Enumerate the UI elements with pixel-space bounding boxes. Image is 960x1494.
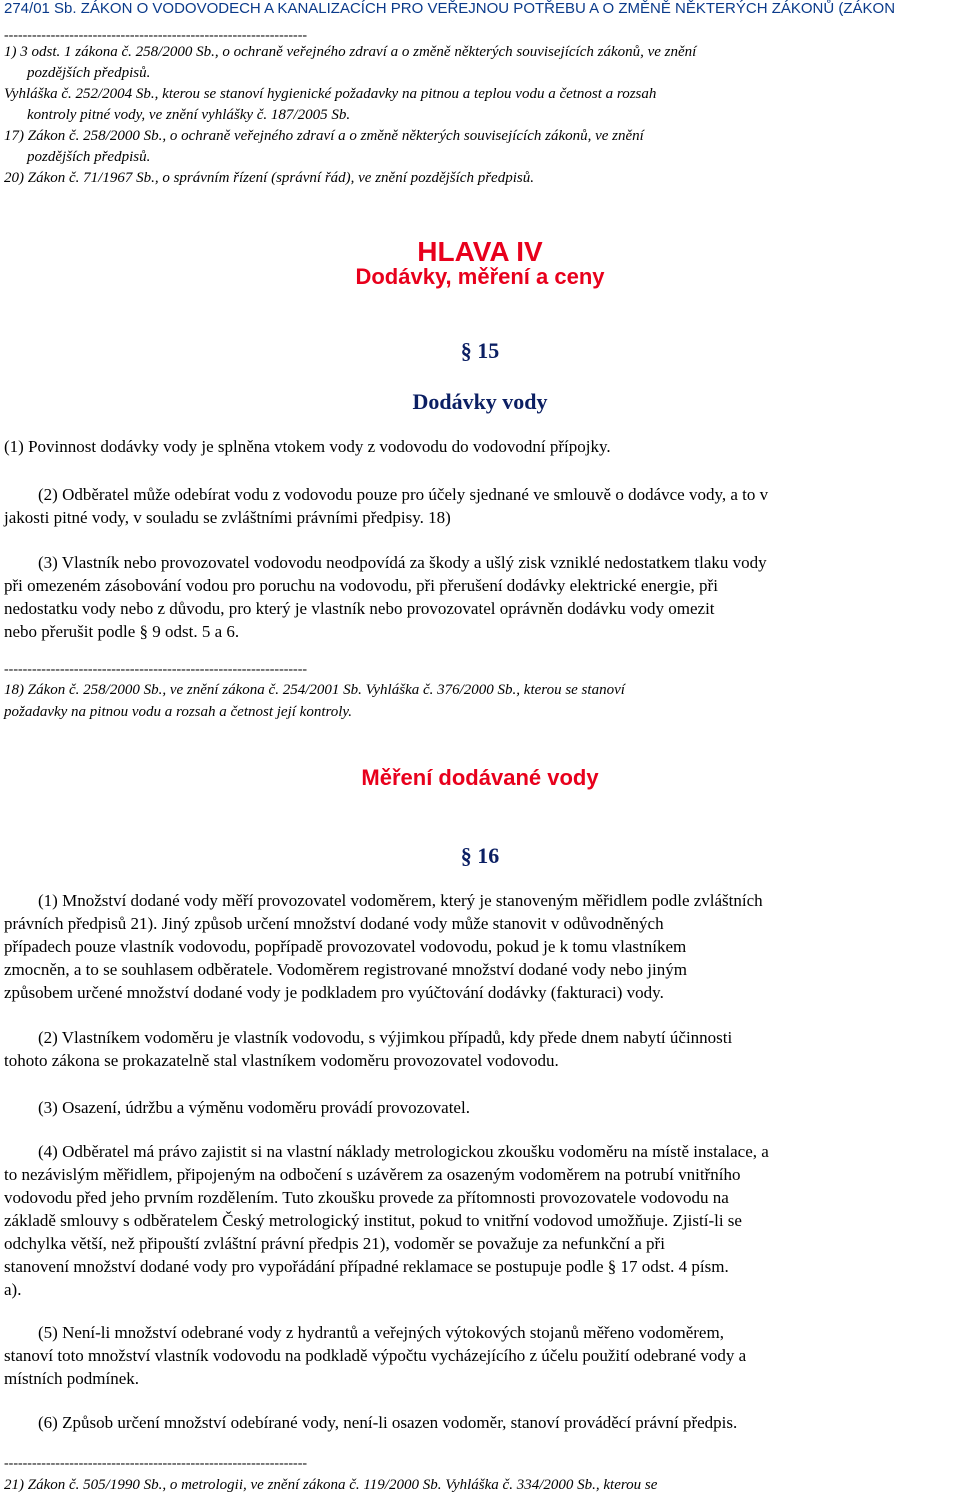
section-title: Dodávky vody [412,389,548,414]
paragraph-line: stanovení množství dodané vody pro vypořádání případné reklamace se postupuje podle § 17 odst. 4 písm. [4,1257,729,1276]
footnote-line: kontroly pitné vody, ve znění vyhlášky č. 187/2005 Sb. [27,107,351,123]
paragraph-line: právních předpisů 21). Jiný způsob určení množství dodané vody může stanovit v odůvodněných [4,914,664,933]
paragraph-line: stanoví toto množství vlastník vodovodu na podkladě výpočtu vycházejícího z účelu použití odebrané vody a [4,1346,747,1365]
paragraph [4,1096,954,1119]
paragraph-line: jakosti pitné vody, v souladu se zvláštními právními předpisy. 18) [4,508,451,527]
section-number: § 15 [460,338,500,363]
chapter-title: HLAVA IV [417,236,543,267]
section-number: § 16 [460,843,500,868]
paragraph-line: nedostatku vody nebo z důvodu, pro který je vlastník nebo provozovatel oprávněn dodávku vody omezit [4,599,715,618]
paragraph-line: základě smlouvy s odběratelem Český metrologický institut, pokud to vnitřní vodovod umožňuje. Zjistí-li se [4,1211,742,1230]
footnote-line: 17) Zákon č. 258/2000 Sb., o ochraně veřejného zdraví a o změně některých souvisejících zákonů, ve znění [4,128,644,144]
paragraph [4,551,954,643]
footnote-line: 21) Zákon č. 505/1990 Sb., o metrologii, ve znění zákona č. 119/2000 Sb. Vyhláška č. 334/2000 Sb., kterou se [4,1477,658,1493]
paragraph-line: (1) Povinnost dodávky vody je splněna vtokem vody z vodovodu do vodovodní přípojky. [4,437,611,456]
paragraph-line: to nezávislým měřidlem, připojeným na odbočení s uzávěrem za osazeným vodoměrem na potrubí vnitřního [4,1165,741,1184]
footnote-line: Vyhláška č. 252/2004 Sb., kterou se stanoví hygienické požadavky na pitnou a teplou vodu a četnost a rozsah [4,86,657,102]
footnote-line: požadavky na pitnou vodu a rozsah a četnost její kontroly. [4,704,353,720]
paragraph-line: zmocněn, a to se souhlasem odběratele. Vodoměrem registrované množství dodané vody nebo jiným [4,960,687,979]
paragraph-line: (4) Odběratel má právo zajistit si na vlastní náklady metrologickou zkoušku vodoměru na místě instalace, a [4,1142,769,1161]
paragraph-line: při omezeném zásobování vodou pro poruchu na vodovodu, při přerušení dodávky elektrické energie, při [4,576,718,595]
subchapter-title: Měření dodávané vody [361,765,599,790]
paragraph-line: vodovodu před jeho prvním rozdělením. Tuto zkoušku provede za přítomnosti provozovatele vodovodu na [4,1188,729,1207]
paragraph-line: tohoto zákona se prokazatelně stal vlastníkem vodoměru provozovatel vodovodu. [4,1051,559,1070]
footnote-line: 20) Zákon č. 71/1967 Sb., o správním řízení (správní řád), ve znění pozdějších předpisů. [4,170,534,186]
paragraph-line: odchylka větší, než připouští zvláštní právní předpis 21), vodoměr se považuje za nefunkční a při [4,1234,665,1253]
paragraph-line: (1) Množství dodané vody měří provozovatel vodoměrem, který je stanoveným měřidlem podle zvláštních [4,891,763,910]
paragraph-line: a). [4,1280,22,1299]
paragraph-line: (5) Není-li množství odebrané vody z hydrantů a veřejných výtokových stojanů měřeno vodoměrem, [4,1323,724,1342]
paragraph-line: (2) Vlastníkem vodoměru je vlastník vodovodu, s výjimkou případů, kdy přede dnem nabytí účinnosti [4,1028,733,1047]
paragraph [4,889,954,1004]
paragraph-line: místních podmínek. [4,1369,140,1388]
paragraph-line: (3) Vlastník nebo provozovatel vodovodu neodpovídá za škody a ušlý zisk vzniklé nedostatkem tlaku vody [4,553,767,572]
paragraph-line: případech pouze vlastník vodovodu, popřípadě provozovatel vodovodu, pokud je k tomu vlastníkem [4,937,687,956]
paragraph-line: nebo přerušit podle § 9 odst. 5 a 6. [4,622,240,641]
document-header-title: 274/01 Sb. ZÁKON O VODOVODECH A KANALIZACÍCH PRO VEŘEJNOU POTŘEBU A O ZMĚNĚ NĚKTERÝCH ZÁKONŮ (ZÁKON [4,0,896,17]
paragraph [4,1321,954,1390]
paragraph-line: (2) Odběratel může odebírat vodu z vodovodu pouze pro účely sjednané ve smlouvě o dodávce vody, a to v [4,485,769,504]
separator-line: ----------------------------------------------------------------- [4,28,308,43]
footnote-line: 18) Zákon č. 258/2000 Sb., ve znění zákona č. 254/2001 Sb. Vyhláška č. 376/2000 Sb., kterou se stanoví [4,682,625,698]
paragraph-line: způsobem určené množství dodané vody je podkladem pro vyúčtování dodávky (fakturaci) vody. [4,983,664,1002]
separator-line: ----------------------------------------------------------------- [4,1456,308,1471]
paragraph [4,1140,954,1301]
separator-line: ----------------------------------------------------------------- [4,662,308,677]
footnote-line: pozdějších předpisů. [27,149,151,165]
paragraph-line: (3) Osazení, údržbu a výměnu vodoměru provádí provozovatel. [4,1098,470,1117]
chapter-subtitle: Dodávky, měření a ceny [355,264,605,289]
paragraph-line: (6) Způsob určení množství odebírané vody, není-li osazen vodoměr, stanoví prováděcí právní předpis. [4,1413,738,1432]
paragraph [4,1411,954,1434]
paragraph [4,435,954,458]
paragraph [4,1026,954,1072]
paragraph [4,483,954,529]
document-header [4,0,956,20]
footnote-line: 1) 3 odst. 1 zákona č. 258/2000 Sb., o ochraně veřejného zdraví a o změně některých souvisejících zákonů, ve znění [4,44,697,60]
footnote-line: pozdějších předpisů. [27,65,151,81]
